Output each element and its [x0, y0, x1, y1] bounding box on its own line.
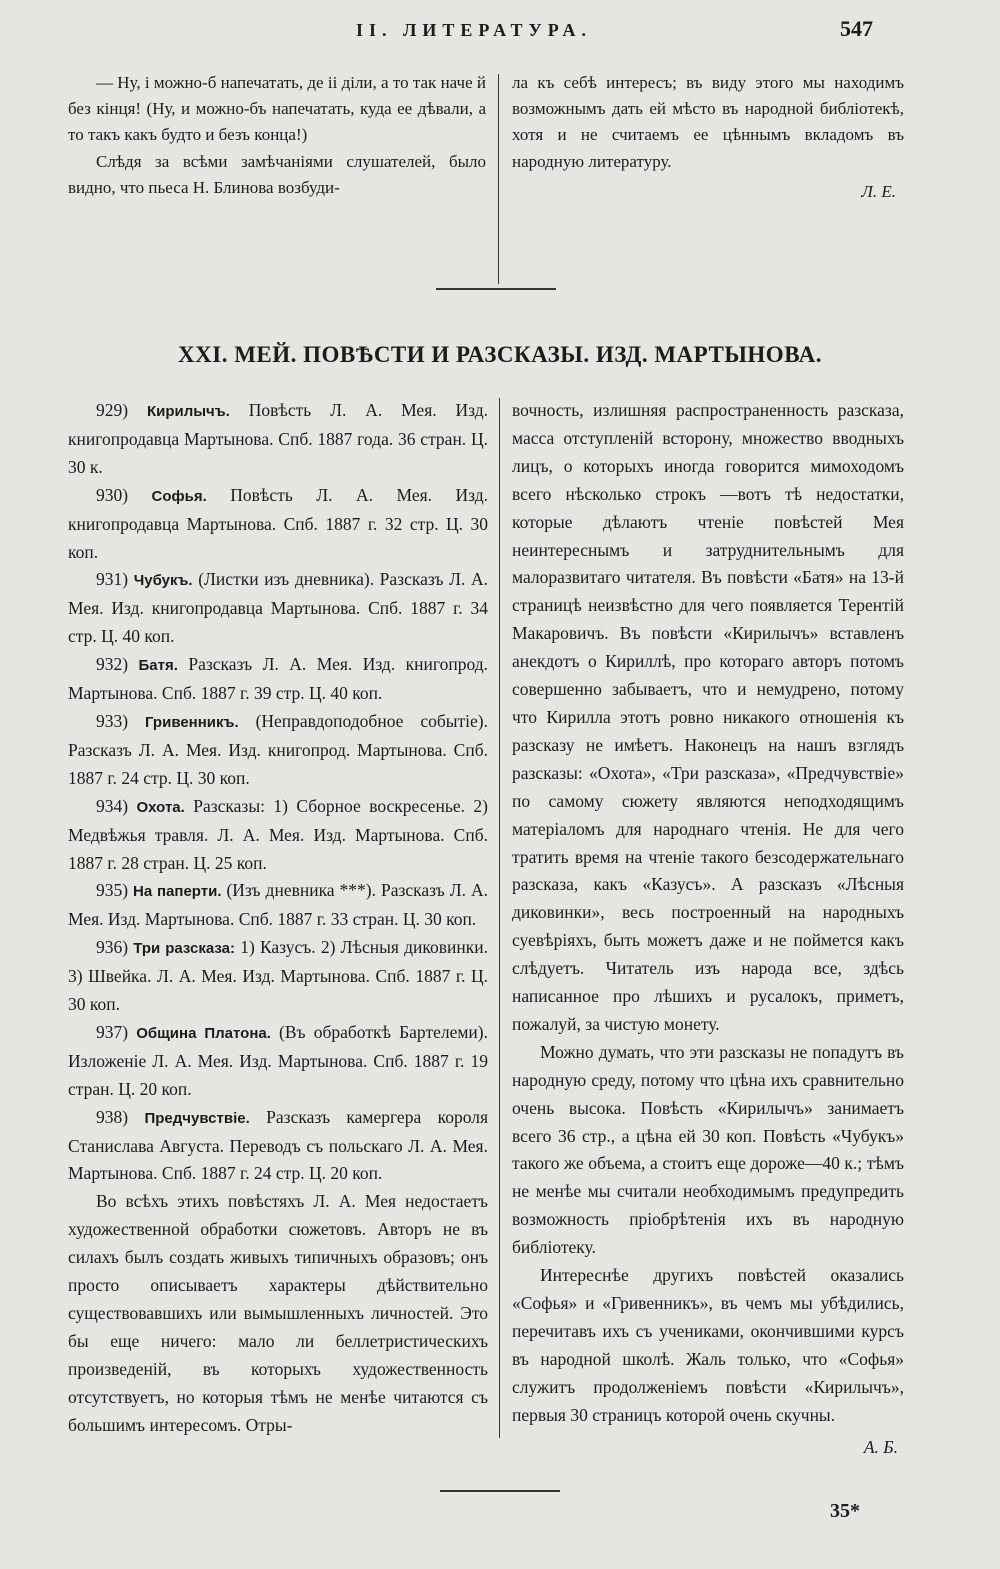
entry-title: Община Платона.: [136, 1024, 271, 1042]
bibliography-entry: [68, 397, 488, 482]
end-separator: [440, 1490, 560, 1492]
entry-details: Повѣсть Л. А. Мея. Изд. книгопродавца Мартынова. Спб. 1887 г. 32 стр. Ц. 30 коп.: [68, 484, 488, 562]
review-column: [512, 397, 904, 1461]
column-divider-main: [499, 398, 500, 1438]
entry-number: 933): [96, 710, 129, 731]
entry-title: Три разсказа:: [133, 940, 235, 958]
review-paragraph: вочность, излишняя распространенность разсказа, масса отступленій всторону, множество вводныхъ лицъ, о которыхъ иногда говорится мимоходомъ всего нѣсколько строкъ —вотъ тѣ недостатки, которые дѣлаютъ чтеніе повѣстей Мея неинтереснымъ и затруднительнымъ для малоразвитаго читателя. Въ повѣсти «Батя» на 13-й страницѣ неизвѣстно для чего появляется Терентій Макаровичъ. Въ повѣсти «Кирилычъ» вставленъ анекдотъ о Кириллѣ, про котораго авторъ потомъ совершенно забываетъ, что и немудрено, потому что Кирилла этотъ ровно никакого отношенія къ разсказу не имѣетъ. Наконецъ на нашъ взглядъ разсказы: «Охота», «Три разсказа», «Предчувствіе» по самому сюжету являются неподходящимъ матеріаломъ для народнаго чтенія. Не для чего тратить время на чтеніе такого безсодержательнаго разсказа, какъ «Казусъ». А разсказъ «Лѣсныя диковинки», весь построенный на народныхъ суевѣріяхъ, быть можетъ даже и не поймется какъ слѣдуетъ. Читатель изъ народа все, здѣсь написанное про лѣшихъ и русалокъ, приметъ, пожалуй, за чистую монету.: [512, 400, 904, 1034]
section-separator: [436, 288, 556, 290]
entry-details: (Въ обработкѣ Бартелеми). Изложеніе Л. А. Мея. Изд. Мартынова. Спб. 1887 г. 19 стран. Ц. 20 коп.: [68, 1021, 489, 1099]
entry-number: 930): [96, 484, 129, 505]
bibliography-entry: [68, 651, 488, 708]
entry-title: Чубукъ.: [133, 572, 193, 590]
signature-mark: 35*: [830, 1500, 860, 1522]
bibliography-entry: [68, 566, 488, 651]
entry-details: Разсказъ камергера короля Станислава Августа. Переводъ съ польскаго Л. А. Мея. Мартынова. Спб. 1887 г. 24 стр. Ц. 20 коп.: [68, 1106, 489, 1184]
review-paragraph: Интереснѣе другихъ повѣстей оказались «Софья» и «Гривенникъ», въ чемъ мы убѣдились, перечитавъ ихъ съ учениками, окончившими курсъ въ народной школѣ. Жаль только, что «Софья» служитъ продолженіемъ повѣсти «Кирилычъ», первыя 30 страницъ которой очень скучны.: [512, 1265, 904, 1425]
entry-number: 938): [96, 1106, 129, 1127]
entry-details: (Изъ дневника ***). Разсказъ Л. А. Мея. Изд. Мартынова. Спб. 1887 г. 33 стран. Ц. 30 коп.: [68, 880, 488, 930]
entry-number: 931): [96, 569, 129, 590]
signature-ab: А. Б.: [863, 1436, 898, 1457]
entry-title: На паперти.: [133, 883, 222, 901]
entry-details: Повѣсть Л. А. Мея. Изд. книгопродавца Мартынова. Спб. 1887 года. 36 стран. Ц. 30 к.: [68, 400, 488, 477]
entry-number: 935): [96, 880, 129, 901]
review-paragraph: Можно думать, что эти разсказы не попадутъ въ народную среду, потому что цѣна ихъ сравнительно очень высока. Повѣсть «Кирилычъ» занимаетъ всего 36 стр., а цѣна ей 30 коп. Повѣсть «Чубукъ» такого же объема, а стоитъ еще дороже—40 к.; тѣмъ не менѣе мы считали необходимымъ предупредить возможность пріобрѣтенія ихъ въ народную библіотеку.: [512, 1041, 904, 1258]
entry-title: Охота.: [136, 798, 185, 816]
top-right-column: [512, 70, 904, 205]
entry-title: Гривенникъ.: [145, 713, 239, 731]
bibliography-entry: [68, 482, 488, 567]
top-left-column: [68, 70, 486, 201]
entry-title: Предчувствіе.: [144, 1109, 250, 1127]
entry-title: Батя.: [138, 657, 178, 675]
entry-title: Кирилычъ.: [146, 403, 230, 420]
bibliography-entry: [68, 934, 488, 1019]
entry-list: [68, 397, 488, 1188]
quote-paragraph: — Ну, і можно-б напечатать, де іі діли, а то так наче й без кінця! (Ну, и можно-бъ напечатать, куда ее дѣвали, а то такъ какъ будто и безъ конца!): [68, 73, 486, 145]
section-title: XXI. МЕЙ. ПОВѢСТИ И РАЗСКАЗЫ. ИЗД. МАРТЫНОВА.: [178, 342, 822, 367]
bibliography-column: [68, 397, 488, 1440]
bibliography-entry: [68, 708, 488, 793]
entry-number: 936): [96, 937, 129, 958]
page-number: 547: [840, 16, 873, 41]
bibliography-entry: [68, 793, 488, 878]
entry-number: 934): [96, 795, 129, 816]
review-paragraph: Во всѣхъ этихъ повѣстяхъ Л. А. Мея недостаетъ художественной обработки сюжетовъ. Авторъ не въ силахъ былъ создать живыхъ типичныхъ образовъ; онъ просто описываетъ характеры дѣйствительно существовавшихъ или вымышленныхъ личностей. Это бы еще ничего: мало ли беллетристическихъ произведеній, въ которыхъ художественность отсутствуетъ, но которыя тѣмъ не менѣе читаются съ большимъ интересомъ. Отры-: [68, 1191, 488, 1435]
bibliography-entry: [68, 1104, 488, 1189]
observation-paragraph: Слѣдя за всѣми замѣчаніями слушателей, было видно, что пьеса Н. Блинова возбуди-: [68, 151, 486, 197]
entry-details: Разсказъ Л. А. Мея. Изд. книгопрод. Мартынова. Спб. 1887 г. 39 стр. Ц. 40 коп.: [68, 654, 489, 704]
entry-details: (Неправдоподобное событіе). Разсказъ Л. А. Мея. Изд. книгопрод. Мартынова. Спб. 1887 г. 24 стр. Ц. 30 коп.: [68, 710, 488, 788]
entry-number: 937): [96, 1021, 129, 1042]
entry-details: 1) Казусъ. 2) Лѣсныя диковинки. 3) Швейка. Л. А. Мея. Изд. Мартынова. Спб. 1887 г. Ц. 30 коп.: [68, 937, 489, 1015]
entry-title: Софья.: [151, 487, 207, 505]
signature-le: Л. Е.: [861, 181, 896, 201]
column-divider-top: [498, 74, 499, 284]
entry-number: 929): [96, 400, 129, 420]
entry-number: 932): [96, 654, 129, 675]
entry-details: Разсказы: 1) Сборное воскресенье. 2) Медвѣжья травля. Л. А. Мея. Изд. Мартынова. Спб. 1887 г. 28 стран. Ц. 25 коп.: [68, 795, 489, 873]
bibliography-entry: [68, 1019, 488, 1104]
running-header: II. ЛИТЕРАТУРА.: [356, 20, 592, 40]
bibliography-entry: [68, 877, 488, 934]
continuation-paragraph: ла къ себѣ интересъ; въ виду этого мы находимъ возможнымъ дать ей мѣсто въ народной библіотекѣ, хотя и не считаемъ ее цѣннымъ вкладомъ въ народную литературу.: [512, 73, 904, 171]
entry-details: (Листки изъ дневника). Разсказъ Л. А. Мея. Изд. книгопродавца Мартынова. Спб. 1887 г. 34 стр. Ц. 40 коп.: [68, 569, 489, 647]
